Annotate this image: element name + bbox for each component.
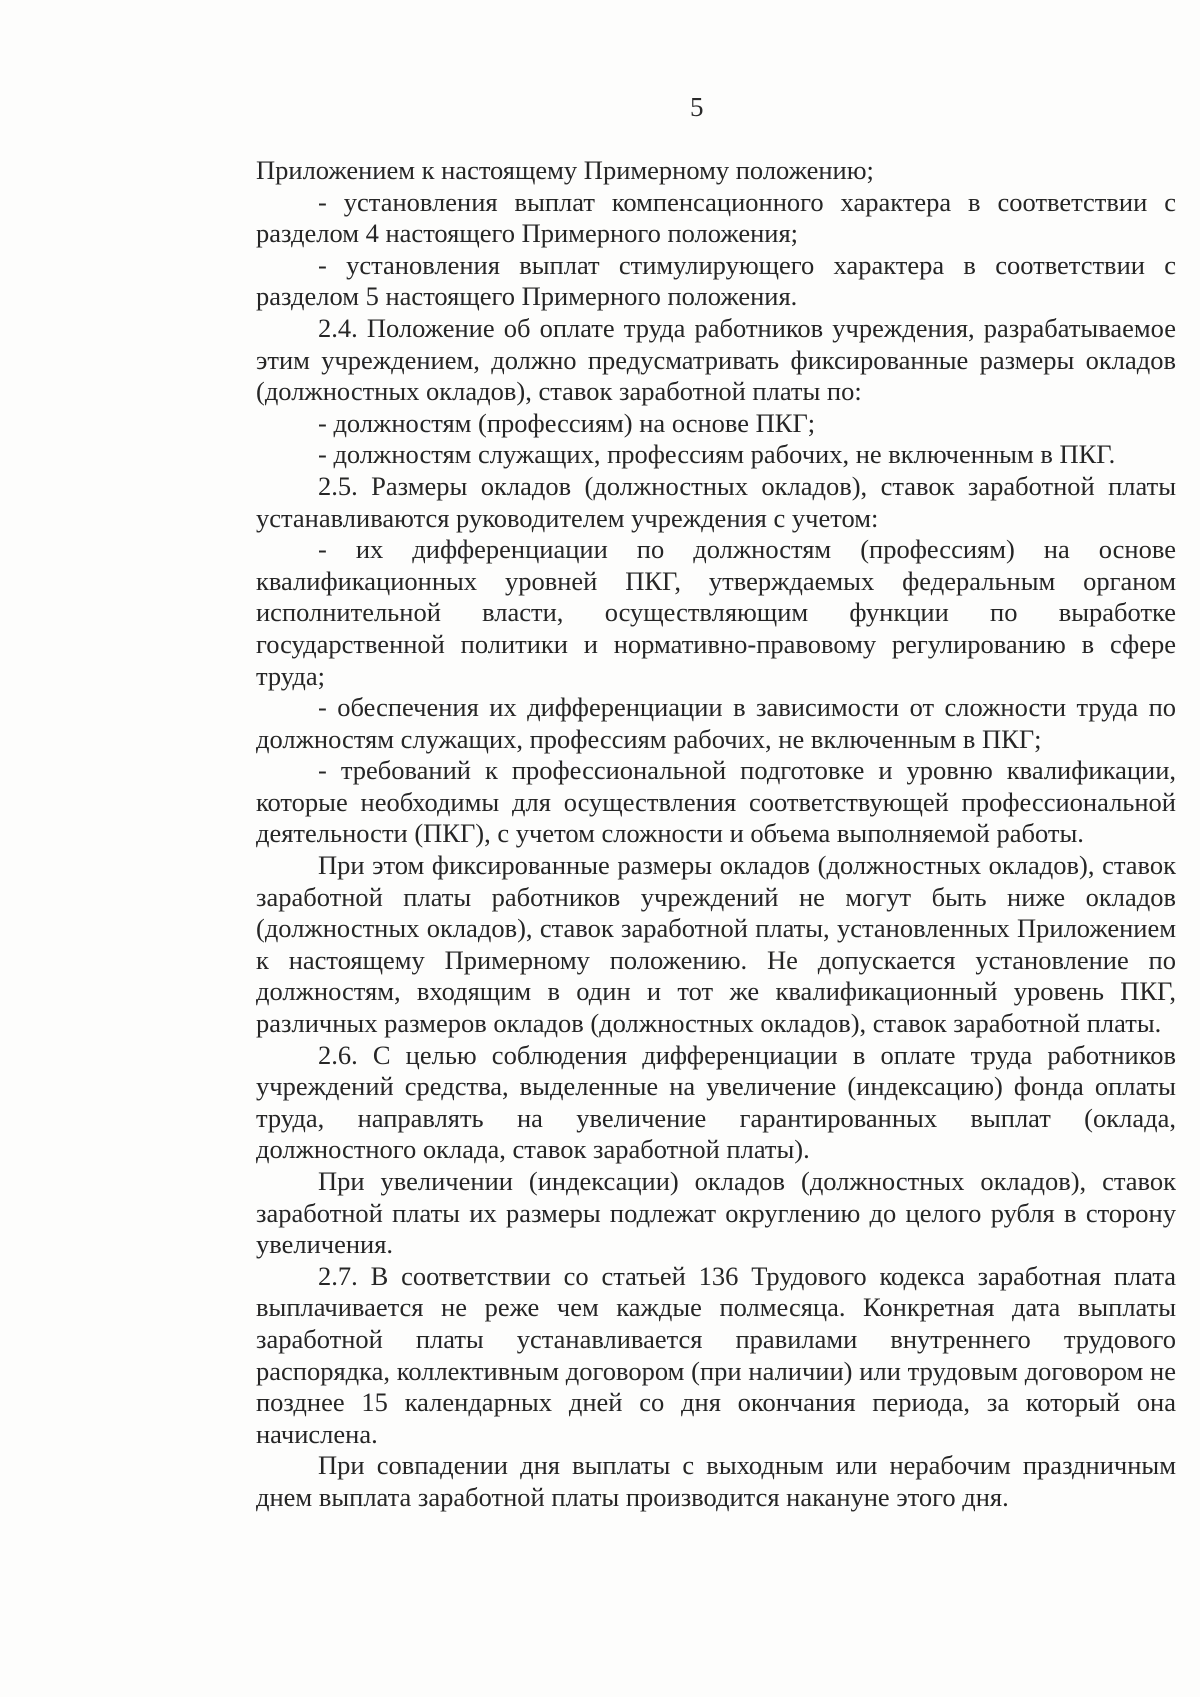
paragraph: 2.5. Размеры окладов (должностных окладов), ставок заработной платы устанавливаются руководителем учреждения с учетом:: [256, 470, 1176, 533]
paragraph: 2.4. Положение об оплате труда работников учреждения, разрабатываемое этим учреждением, должно предусматривать фиксированные размеры окладов (должностных окладов), ставок заработной платы по:: [256, 312, 1176, 407]
paragraph: При увеличении (индексации) окладов (должностных окладов), ставок заработной платы их размеры подлежат округлению до целого рубля в сторону увеличения.: [256, 1166, 1176, 1260]
page-number: 5: [690, 92, 704, 122]
paragraph: - установления выплат компенсационного характера в соответствии с разделом 4 настоящего Примерного положения;: [256, 186, 1176, 249]
paragraph: - должностям служащих, профессиям рабочих, не включенным в ПКГ.: [318, 439, 1116, 470]
paragraph: - обеспечения их дифференциации в зависимости от сложности труда по должностям служащих, профессиям рабочих, не включенным в ПКГ;: [256, 692, 1176, 754]
paragraph: 2.6. С целью соблюдения дифференциации в оплате труда работников учреждений средства, выделенные на увеличение (индексацию) фонда оплаты труда, направлять на увеличение гарантированных выплат (оклада, должностного оклада, ставок заработной платы).: [256, 1039, 1176, 1165]
paragraph: - их дифференциации по должностям (профессиям) на основе квалификационных уровней ПКГ, утверждаемых федеральным органом исполнительной власти, осуществляющим функции по выработке государственной политики и нормативно-правовому регулированию в сфере труда;: [256, 534, 1176, 691]
paragraph: При совпадении дня выплаты с выходным или нерабочим праздничным днем выплата заработной платы производится накануне этого дня.: [256, 1450, 1176, 1512]
paragraph: Приложением к настоящему Примерному положению;: [256, 155, 874, 185]
paragraph: 2.7. В соответствии со статьей 136 Трудового кодекса заработная плата выплачивается не реже чем каждые полмесяца. Конкретная дата выплаты заработной платы устанавливается правилами внутреннего трудового распорядка, коллективным договором (при наличии) или трудовым договором не позднее 15 календарных дней со дня окончания периода, за который она начислена.: [256, 1260, 1176, 1449]
paragraph: При этом фиксированные размеры окладов (должностных окладов), ставок заработной платы работников учреждений не могут быть ниже окладов (должностных окладов), ставок заработной платы, установленных Приложением к настоящему Примерному положению. Не допускается установление по должностям, входящим в один и тот же квалификационный уровень ПКГ, различных размеров окладов (должностных окладов), ставок заработной платы.: [256, 850, 1176, 1039]
paragraph: - установления выплат стимулирующего характера в соответствии с разделом 5 настоящего Примерного положения.: [256, 249, 1176, 312]
document-body: [256, 155, 1176, 1514]
paragraph: - должностям (профессиям) на основе ПКГ;: [318, 407, 816, 438]
paragraph: - требований к профессиональной подготовке и уровню квалификации, которые необходимы для осуществления соответствующей профессиональной деятельности (ПКГ), с учетом сложности и объема выполняемой работы.: [256, 755, 1176, 849]
